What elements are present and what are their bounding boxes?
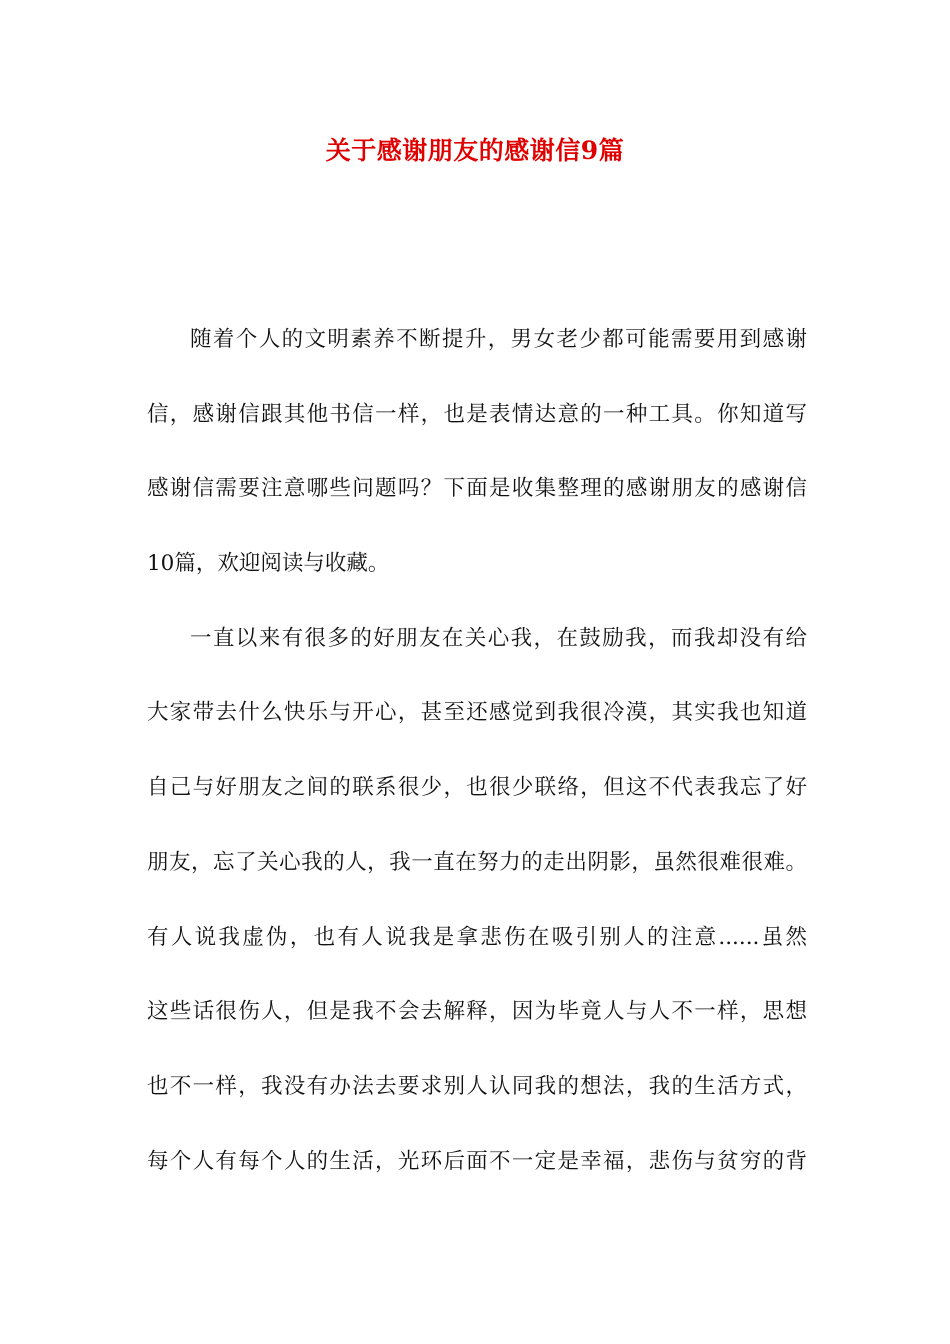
paragraph-2-line-1: 一直以来有很多的好朋友在关心我，在鼓励我，而我却没有给 [190,625,807,651]
paragraph-1-line-1: 随着个人的文明素养不断提升，男女老少都可能需要用到感谢 [190,327,807,352]
paragraph-2-line-6: 这些话很伤人，但是我不会去解释，因为毕竟人与人不一样，思想 [147,999,807,1025]
document-title: 关于感谢朋友的感谢信9篇 [325,136,625,165]
paragraph-2-line-4: 朋友，忘了关心我的人，我一直在努力的走出阴影，虽然很难很难。 [147,849,807,875]
paragraph-2-line-7: 也不一样，我没有办法去要求别人认同我的想法，我的生活方式， [147,1073,807,1099]
paragraph-2-line-3: 自己与好朋友之间的联系很少，也很少联络，但这不代表我忘了好 [147,775,807,801]
document-body [147,320,807,1216]
paragraph-2-line-8: 每个人有每个人的生活，光环后面不一定是幸福，悲伤与贫穷的背 [147,1148,807,1174]
paragraph-1-line-3: 感谢信需要注意哪些问题吗？下面是收集整理的感谢朋友的感谢信 [147,476,807,502]
paragraph-1-line-2: 信，感谢信跟其他书信一样，也是表情达意的一种工具。你知道写 [147,401,807,427]
paragraph-2-line-2: 大家带去什么快乐与开心，甚至还感觉到我很冷漠，其实我也知道 [147,700,807,726]
paragraph-1-line-4: 10篇，欢迎阅读与收藏。 [147,551,390,577]
paragraph-2-line-5: 有人说我虚伪，也有人说我是拿悲伤在吸引别人的注意......虽然 [147,924,807,950]
